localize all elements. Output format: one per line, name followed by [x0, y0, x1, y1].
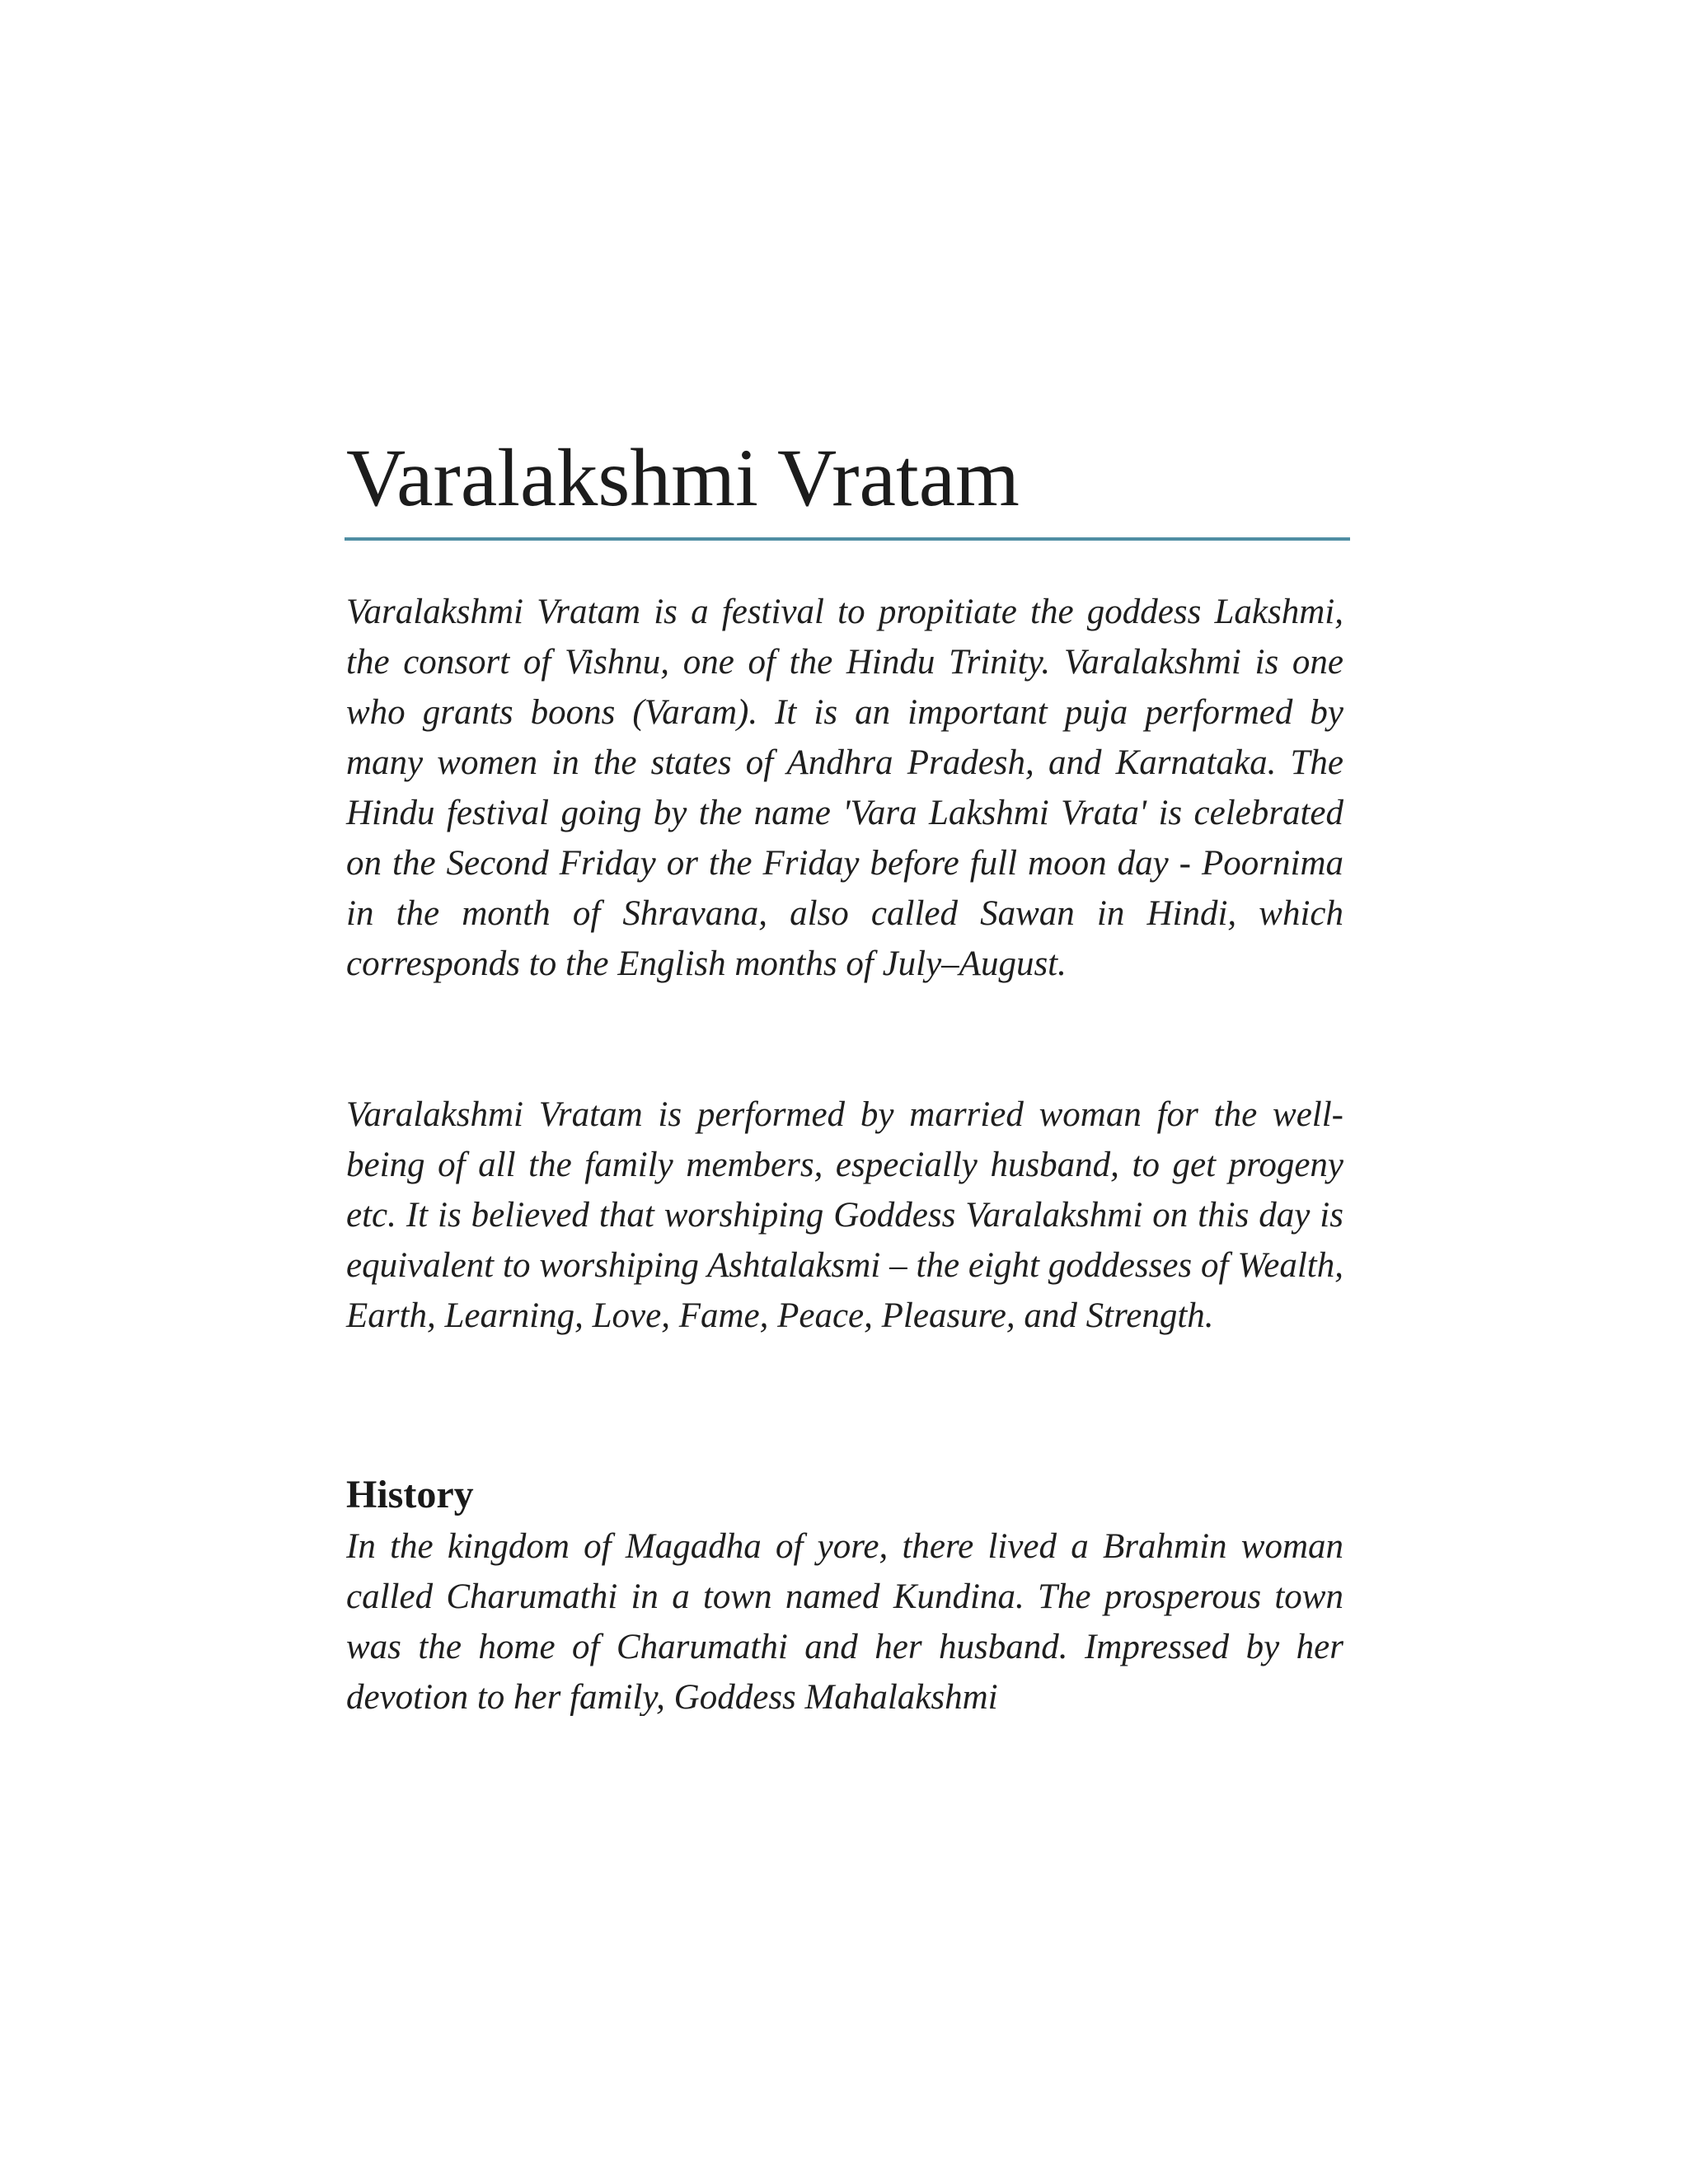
intro-paragraph-1: Varalakshmi Vratam is a festival to propitiate the goddess Lakshmi, the consort of Vishnu, one of the Hindu Trinity. Varalakshmi is one who grants boons (Varam). It is an important puja performed by many women in the states of Andhra Pradesh, and Karnataka. The Hindu festival going by the name 'Vara Lakshmi Vrata' is celebrated on the Second Friday or the Friday before full moon day - Poornima in the month of Shravana, also called Sawan in Hindi, which corresponds to the English months of July–August. — [346, 593, 1343, 983]
history-heading: History — [346, 1473, 474, 1516]
history-section — [346, 1521, 1343, 1716]
page-title: Varalakshmi Vratam — [346, 432, 1020, 523]
history-paragraph: In the kingdom of Magadha of yore, there lived a Brahmin woman called Charumathi in a town named Kundina. The prosperous town was the home of Charumathi and her husband. Impressed by her devotion to her family, Goddess Mahalakshmi — [346, 1527, 1343, 1716]
intro-paragraph-2: Varalakshmi Vratam is performed by married woman for the well-being of all the family members, especially husband, to get progeny etc. It is believed that worshiping Goddess Varalakshmi on this day is equivalent to worshiping Ashtalaksmi – the eight goddesses of Wealth, Earth, Learning, Love, Fame, Peace, Pleasure, and Strength. — [346, 1095, 1343, 1335]
title-divider — [345, 537, 1350, 541]
